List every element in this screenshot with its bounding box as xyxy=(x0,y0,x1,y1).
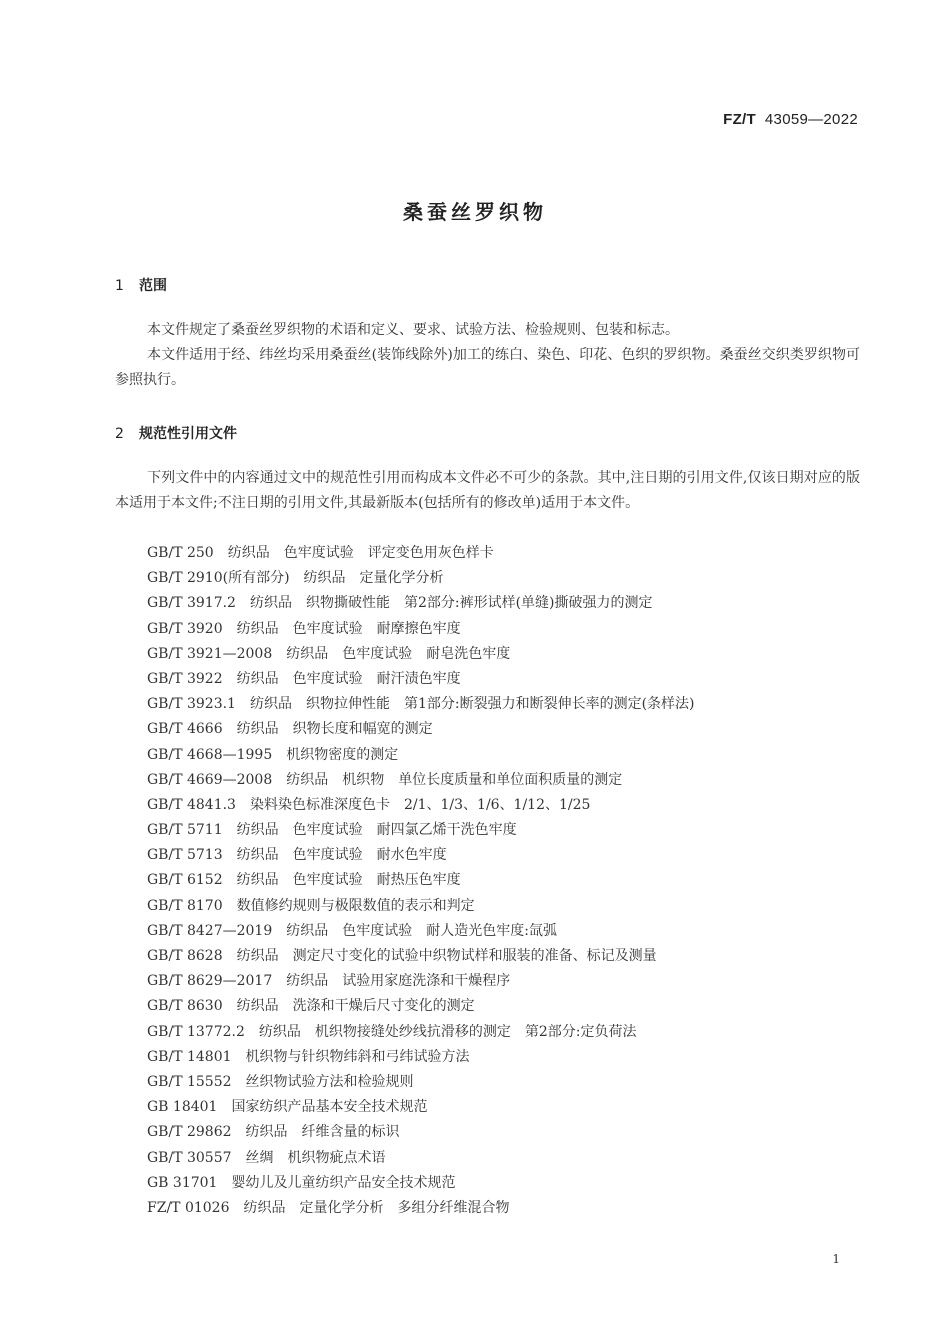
reference-item xyxy=(147,919,695,944)
reference-code: GB 31701 xyxy=(147,1174,218,1191)
section-1-heading xyxy=(115,275,167,295)
reference-code: GB/T 8629—2017 xyxy=(147,973,273,990)
section-number: 2 xyxy=(115,426,124,442)
section-2-heading xyxy=(115,423,237,443)
reference-title: 机织物与针织物纬斜和弓纬试验方法 xyxy=(245,1048,470,1065)
reference-code: GB/T 8170 xyxy=(147,897,223,914)
reference-item xyxy=(147,818,695,843)
reference-title: 纺织品 色牢度试验 耐四氯乙烯干洗色牢度 xyxy=(236,822,517,839)
section-title: 范围 xyxy=(139,278,167,294)
reference-title: 丝绸 机织物疵点术语 xyxy=(245,1149,386,1166)
reference-title: 纺织品 色牢度试验 耐人造光色牢度:氙弧 xyxy=(286,922,557,939)
reference-item xyxy=(147,667,695,692)
reference-title: 纺织品 定量化学分析 多组分纤维混合物 xyxy=(243,1199,510,1216)
reference-code: GB/T 3920 xyxy=(147,620,223,637)
reference-code: GB/T 13772.2 xyxy=(147,1023,245,1040)
paragraph-text: 下列文件中的内容通过文中的规范性引用而构成本文件必不可少的条款。其中,注日期的引用文件,仅该日期对应的版本适用于本文件;不注日期的引用文件,其最新版本(包括所有的修改单)适用于本文件。 xyxy=(115,470,860,511)
reference-code: GB/T 15552 xyxy=(147,1073,232,1090)
reference-code: GB/T 29862 xyxy=(147,1124,232,1141)
reference-item xyxy=(147,692,695,717)
reference-code: GB/T 5711 xyxy=(147,822,223,839)
page-number: 1 xyxy=(832,1252,840,1266)
reference-title: 婴幼儿及儿童纺织产品安全技术规范 xyxy=(231,1174,456,1191)
reference-title: 国家纺织产品基本安全技术规范 xyxy=(231,1099,428,1116)
reference-title: 纺织品 机织物接缝处纱线抗滑移的测定 第2部分:定负荷法 xyxy=(258,1023,637,1040)
scope-paragraph-1 xyxy=(115,318,860,343)
reference-code: GB/T 3917.2 xyxy=(147,595,236,612)
reference-title: 丝织物试验方法和检验规则 xyxy=(245,1073,414,1090)
reference-title: 纺织品 色牢度试验 耐皂洗色牢度 xyxy=(286,645,511,662)
reference-code: GB/T 2910(所有部分) xyxy=(147,570,290,587)
reference-item xyxy=(147,868,695,893)
reference-code: GB/T 8630 xyxy=(147,998,223,1015)
reference-item xyxy=(147,1095,695,1120)
section-number: 1 xyxy=(115,278,124,294)
reference-title: 纺织品 织物拉伸性能 第1部分:断裂强力和断裂伸长率的测定(条样法) xyxy=(249,696,695,713)
reference-item xyxy=(147,969,695,994)
paragraph-text: 本文件规定了桑蚕丝罗织物的术语和定义、要求、试验方法、检验规则、包装和标志。 xyxy=(147,322,679,338)
reference-title: 数值修约规则与极限数值的表示和判定 xyxy=(236,897,475,914)
reference-code: GB/T 14801 xyxy=(147,1048,232,1065)
scope-paragraph-2 xyxy=(115,343,860,393)
reference-code: GB/T 4841.3 xyxy=(147,796,236,813)
document-title: 桑蚕丝罗织物 xyxy=(403,200,547,224)
reference-item xyxy=(147,617,695,642)
reference-item xyxy=(147,1020,695,1045)
reference-code: GB/T 3923.1 xyxy=(147,696,236,713)
standard-number: 43059—2022 xyxy=(764,111,858,128)
standard-prefix: FZ/T xyxy=(723,111,756,128)
reference-code: GB/T 8427—2019 xyxy=(147,922,273,939)
reference-title: 纺织品 试验用家庭洗涤和干燥程序 xyxy=(286,973,511,990)
standard-code xyxy=(723,111,858,128)
reference-item xyxy=(147,894,695,919)
reference-code: GB/T 3922 xyxy=(147,670,223,687)
reference-item xyxy=(147,1196,695,1221)
reference-title: 纺织品 机织物 单位长度质量和单位面积质量的测定 xyxy=(286,771,623,788)
reference-title: 纺织品 纤维含量的标识 xyxy=(245,1124,400,1141)
reference-title: 纺织品 色牢度试验 耐摩擦色牢度 xyxy=(236,620,461,637)
reference-code: GB/T 5713 xyxy=(147,847,223,864)
reference-item xyxy=(147,1045,695,1070)
reference-code: GB/T 250 xyxy=(147,545,214,561)
reference-item xyxy=(147,1120,695,1145)
reference-title: 机织物密度的测定 xyxy=(286,746,399,763)
reference-title: 染料染色标准深度色卡 2/1、1/3、1/6、1/12、1/25 xyxy=(249,796,591,813)
reference-code: GB/T 6152 xyxy=(147,872,223,889)
reference-title: 纺织品 洗涤和干燥后尺寸变化的测定 xyxy=(236,998,475,1015)
reference-code: GB/T 4669—2008 xyxy=(147,771,273,788)
reference-item xyxy=(147,944,695,969)
reference-item xyxy=(147,541,695,566)
reference-item xyxy=(147,1171,695,1196)
paragraph-text: 本文件适用于经、纬丝均采用桑蚕丝(装饰线除外)加工的练白、染色、印花、色织的罗织物。桑蚕丝交织类罗织物可参照执行。 xyxy=(115,347,860,388)
reference-code: GB/T 4666 xyxy=(147,721,223,738)
reference-item xyxy=(147,768,695,793)
reference-title: 纺织品 色牢度试验 耐水色牢度 xyxy=(236,847,447,864)
reference-code: FZ/T 01026 xyxy=(147,1199,230,1216)
reference-item xyxy=(147,566,695,591)
reference-item xyxy=(147,1070,695,1095)
reference-title: 纺织品 织物撕破性能 第2部分:裤形试样(单缝)撕破强力的测定 xyxy=(249,595,653,612)
reference-item xyxy=(147,642,695,667)
reference-item xyxy=(147,743,695,768)
reference-code: GB/T 4668—1995 xyxy=(147,746,273,763)
reference-item xyxy=(147,717,695,742)
reference-code: GB/T 30557 xyxy=(147,1149,232,1166)
references-intro xyxy=(115,466,860,516)
reference-item xyxy=(147,843,695,868)
reference-code: GB/T 3921—2008 xyxy=(147,645,273,662)
reference-title: 纺织品 色牢度试验 耐汗渍色牢度 xyxy=(236,670,461,687)
reference-item xyxy=(147,591,695,616)
reference-item xyxy=(147,793,695,818)
section-title: 规范性引用文件 xyxy=(139,426,237,442)
reference-title: 纺织品 测定尺寸变化的试验中织物试样和服装的准备、标记及测量 xyxy=(236,948,657,964)
reference-title: 纺织品 定量化学分析 xyxy=(303,570,444,587)
reference-title: 纺织品 织物长度和幅宽的测定 xyxy=(236,721,433,738)
reference-code: GB 18401 xyxy=(147,1099,218,1116)
reference-title: 纺织品 色牢度试验 评定变色用灰色样卡 xyxy=(227,545,494,561)
reference-code: GB/T 8628 xyxy=(147,948,223,964)
reference-list xyxy=(147,541,695,1221)
reference-item xyxy=(147,1146,695,1171)
reference-item xyxy=(147,994,695,1019)
reference-title: 纺织品 色牢度试验 耐热压色牢度 xyxy=(236,872,461,889)
